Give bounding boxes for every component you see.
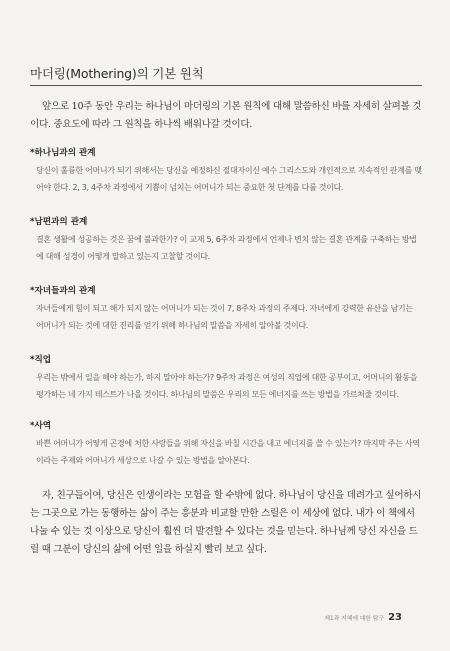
section-heading-ministry: *사역: [30, 421, 52, 431]
page-number: 23: [388, 612, 402, 623]
section-body-husband: 결혼 생활에 성공하는 것은 꿈에 불과한가? 이 교재 5, 6주차 과정에서 언제나 변치 않는 결혼 관계를 구축하는 방법에 대해 성경이 어떻게 말하고 있는지 고찰할 것이다.: [36, 235, 417, 261]
section-heading-god: *하나님과의 관계: [30, 148, 96, 158]
section-heading-career: *직업: [30, 355, 52, 365]
section-heading-husband: *남편과의 관계: [30, 217, 88, 227]
section-body-god: 당신이 훌륭한 어머니가 되기 위해서는 당신을 예정하신 절대자이신 예수 그리스도와 개인적으로 지속적인 관계를 맺어야 한다. 2, 3, 4주차 과정에서 기쁨이 넘치는 어머니가 되는 중요한 첫 단계를 다룰 것이다.: [36, 166, 422, 192]
section-body-career: 우리는 밖에서 일을 해야 하는가, 하지 말아야 하는가? 9주차 과정은 여성의 직업에 대한 공부이고, 어머니의 활동을 평가하는 네 가지 테스트가 나올 것이다. 하나님의 말씀은 우리의 모든 에너지를 쓰는 방법을 가르쳐줄 것이다.: [36, 373, 418, 399]
section-body-ministry: 바쁜 어머니가 어떻게 곤경에 처한 사람들을 위해 자신을 바칠 시간을 내고 에너지를 쓸 수 있는가? 마지막 주는 사역이라는 주제와 어머니가 세상으로 나갈 수 있는 방법을 알아본다.: [36, 439, 420, 465]
title-divider: [30, 85, 422, 86]
closing-paragraph: 자, 친구들이여, 당신은 인생이라는 모험을 할 수밖에 없다. 하나님이 당신을 데려가고 싶어하시는 그곳으로 가는 동행하는 삶이 주는 흥분과 비교할 만한 스릴은 이 세상에 없다. 내가 이 책에서 나눌 수 있는 것 이상으로 당신이 훨씬 더 발견할 수 있다는 것을 믿는다. 하나님께 당신 자신을 드릴 때 그분이 당신의 삶에 어떤 일을 하실지 빨리 보고 싶다.: [30, 490, 422, 555]
section-body-children: 자녀들에게 힘이 되고 해가 되지 않는 어머니가 되는 것이 7, 8주차 과정의 주제다. 자녀에게 강력한 유산을 남기는 어머니가 되는 것에 대한 진리를 얻기 위해 하나님의 말씀을 자세히 알아볼 것이다.: [36, 304, 413, 330]
page-title: 마더링(Mothering)의 기본 원칙: [30, 66, 204, 81]
running-title: 제1과 지혜에 대한 탐구: [324, 616, 385, 622]
intro-paragraph: 앞으로 10주 동안 우리는 하나님이 마더링의 기본 원칙에 대해 말씀하신 바를 자세히 살펴볼 것이다. 중요도에 따라 그 원칙을 하나씩 배워나갈 것이다.: [30, 101, 422, 130]
page-footer: [324, 612, 402, 623]
section-heading-children: *자녀들과의 관계: [30, 286, 96, 296]
